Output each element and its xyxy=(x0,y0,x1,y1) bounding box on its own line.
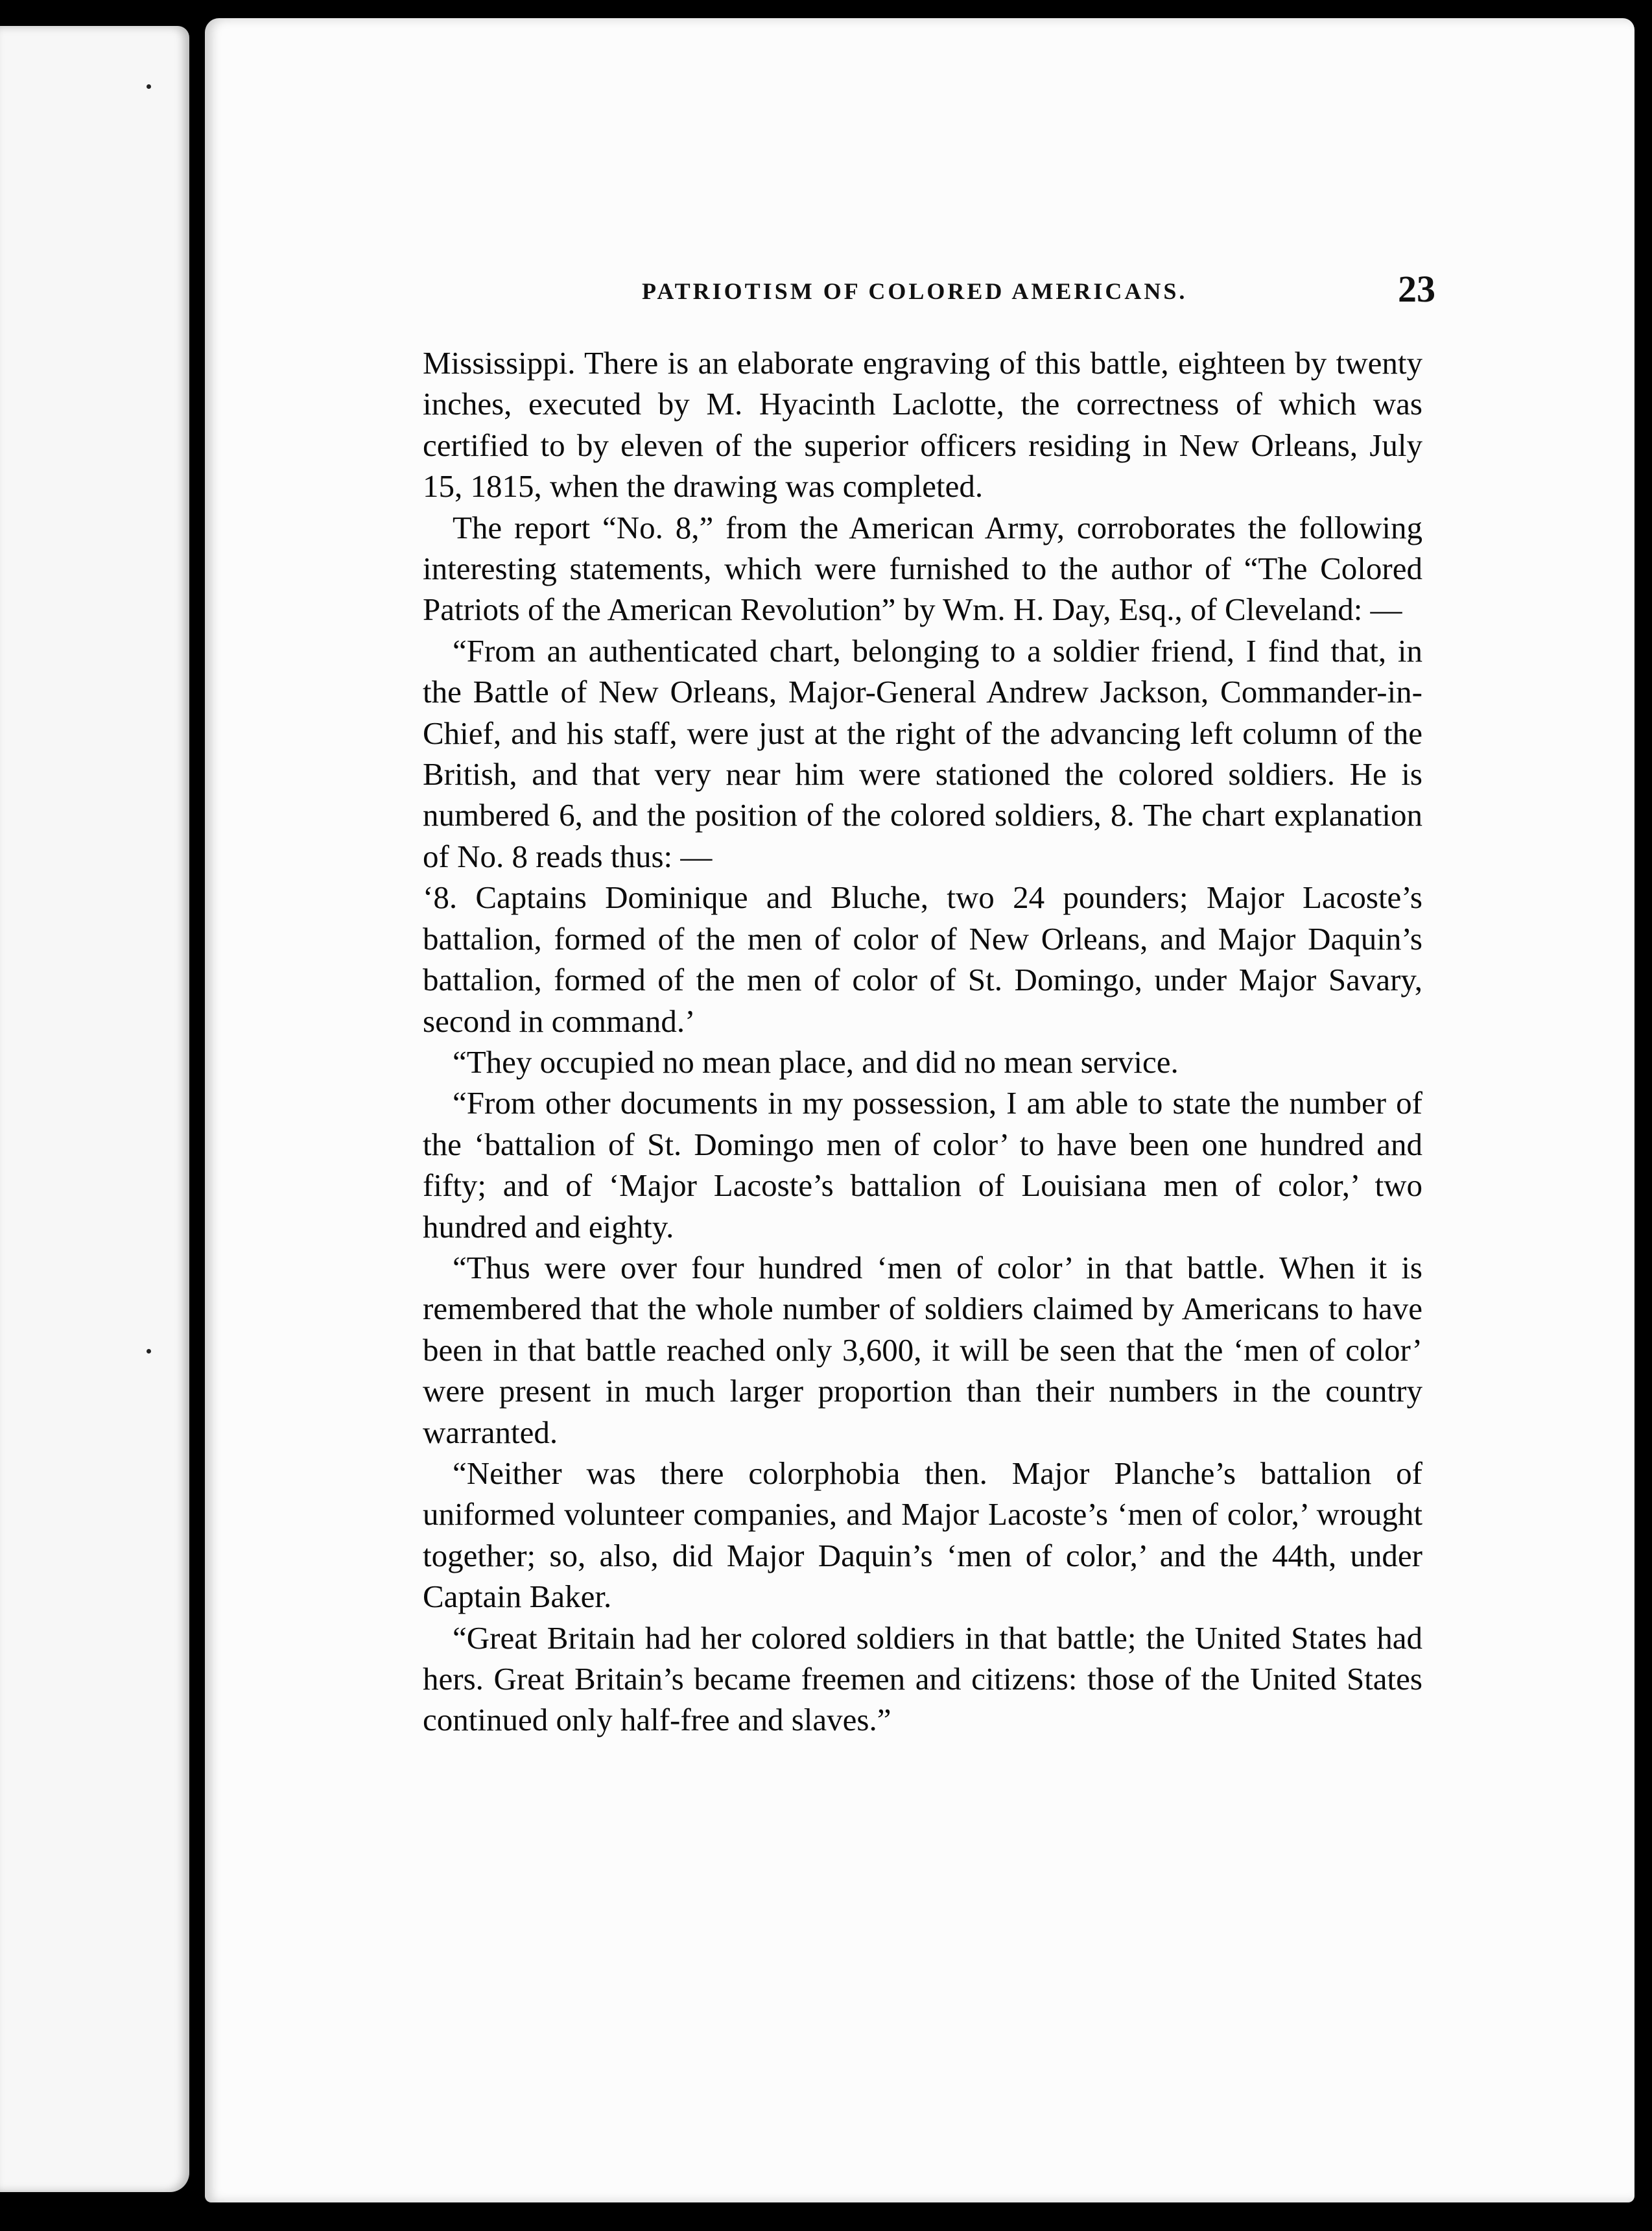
page-header xyxy=(642,267,1439,313)
left-page-edge xyxy=(0,26,189,2192)
running-title: PATRIOTISM OF COLORED AMERICANS. xyxy=(642,278,1188,304)
page-speck xyxy=(147,84,151,89)
page-number: 23 xyxy=(1398,268,1435,310)
paragraph: The report “No. 8,” from the American Army, corroborates the following interesting statements, which were furnished to the author of “The Colored Patriots of the American Revolution” by Wm. H. Day, Esq., of Cleveland: — xyxy=(423,509,1422,628)
body-text xyxy=(423,342,1422,1741)
paragraph: Mississippi. There is an elaborate engraving of this battle, eighteen by twenty inches, executed by M. Hyacinth Laclotte, the correctness of which was certified to by eleven of the superior officers residing in New Orleans, July 15, 1815, when the drawing was completed. xyxy=(423,345,1422,505)
paragraph: “Thus were over four hundred ‘men of color’ in that battle. When it is remembered that the whole number of soldiers claimed by Americans to have been in that battle reached only 3,600, it will be seen that the ‘men of color’ were present in much larger proportion than their numbers in the country warranted. xyxy=(423,1249,1422,1450)
paragraph: “They occupied no mean place, and did no mean service. xyxy=(453,1044,1179,1080)
paragraph: “Great Britain had her colored soldiers in that battle; the United States had hers. Great Britain’s became freemen and citizens: those of the United States continued only half-free and slaves.” xyxy=(423,1619,1422,1738)
paragraph: “From other documents in my possession, I am able to state the number of the ‘battalion of St. Domingo men of color’ to have been one hundred and fifty; and of ‘Major Lacoste’s battalion of Louisiana men of color,’ two hundred and eighty. xyxy=(423,1085,1422,1245)
quoted-chart-explanation: ‘8. Captains Dominique and Bluche, two 24 pounders; Major Lacoste’s battalion, formed of the men of color of New Orleans, and Major Daquin’s battalion, formed of the men of color of St. Domingo, under Major Savary, second in command.’ xyxy=(423,879,1422,1039)
paragraph: “From an authenticated chart, belonging to a soldier friend, I find that, in the Battle of New Orleans, Major-General Andrew Jackson, Commander-in-Chief, and his staff, were just at the right of the advancing left column of the British, and that very near him were stationed the colored soldiers. He is numbered 6, and the position of the colored soldiers, 8. The chart explanation of No. 8 reads thus: — xyxy=(423,632,1422,874)
paragraph: “Neither was there colorphobia then. Major Planche’s battalion of uniformed volunteer companies, and Major Lacoste’s ‘men of color,’ wrought together; so, also, did Major Daquin’s ‘men of color,’ and the 44th, under Captain Baker. xyxy=(423,1455,1422,1615)
page-speck xyxy=(147,1349,151,1354)
